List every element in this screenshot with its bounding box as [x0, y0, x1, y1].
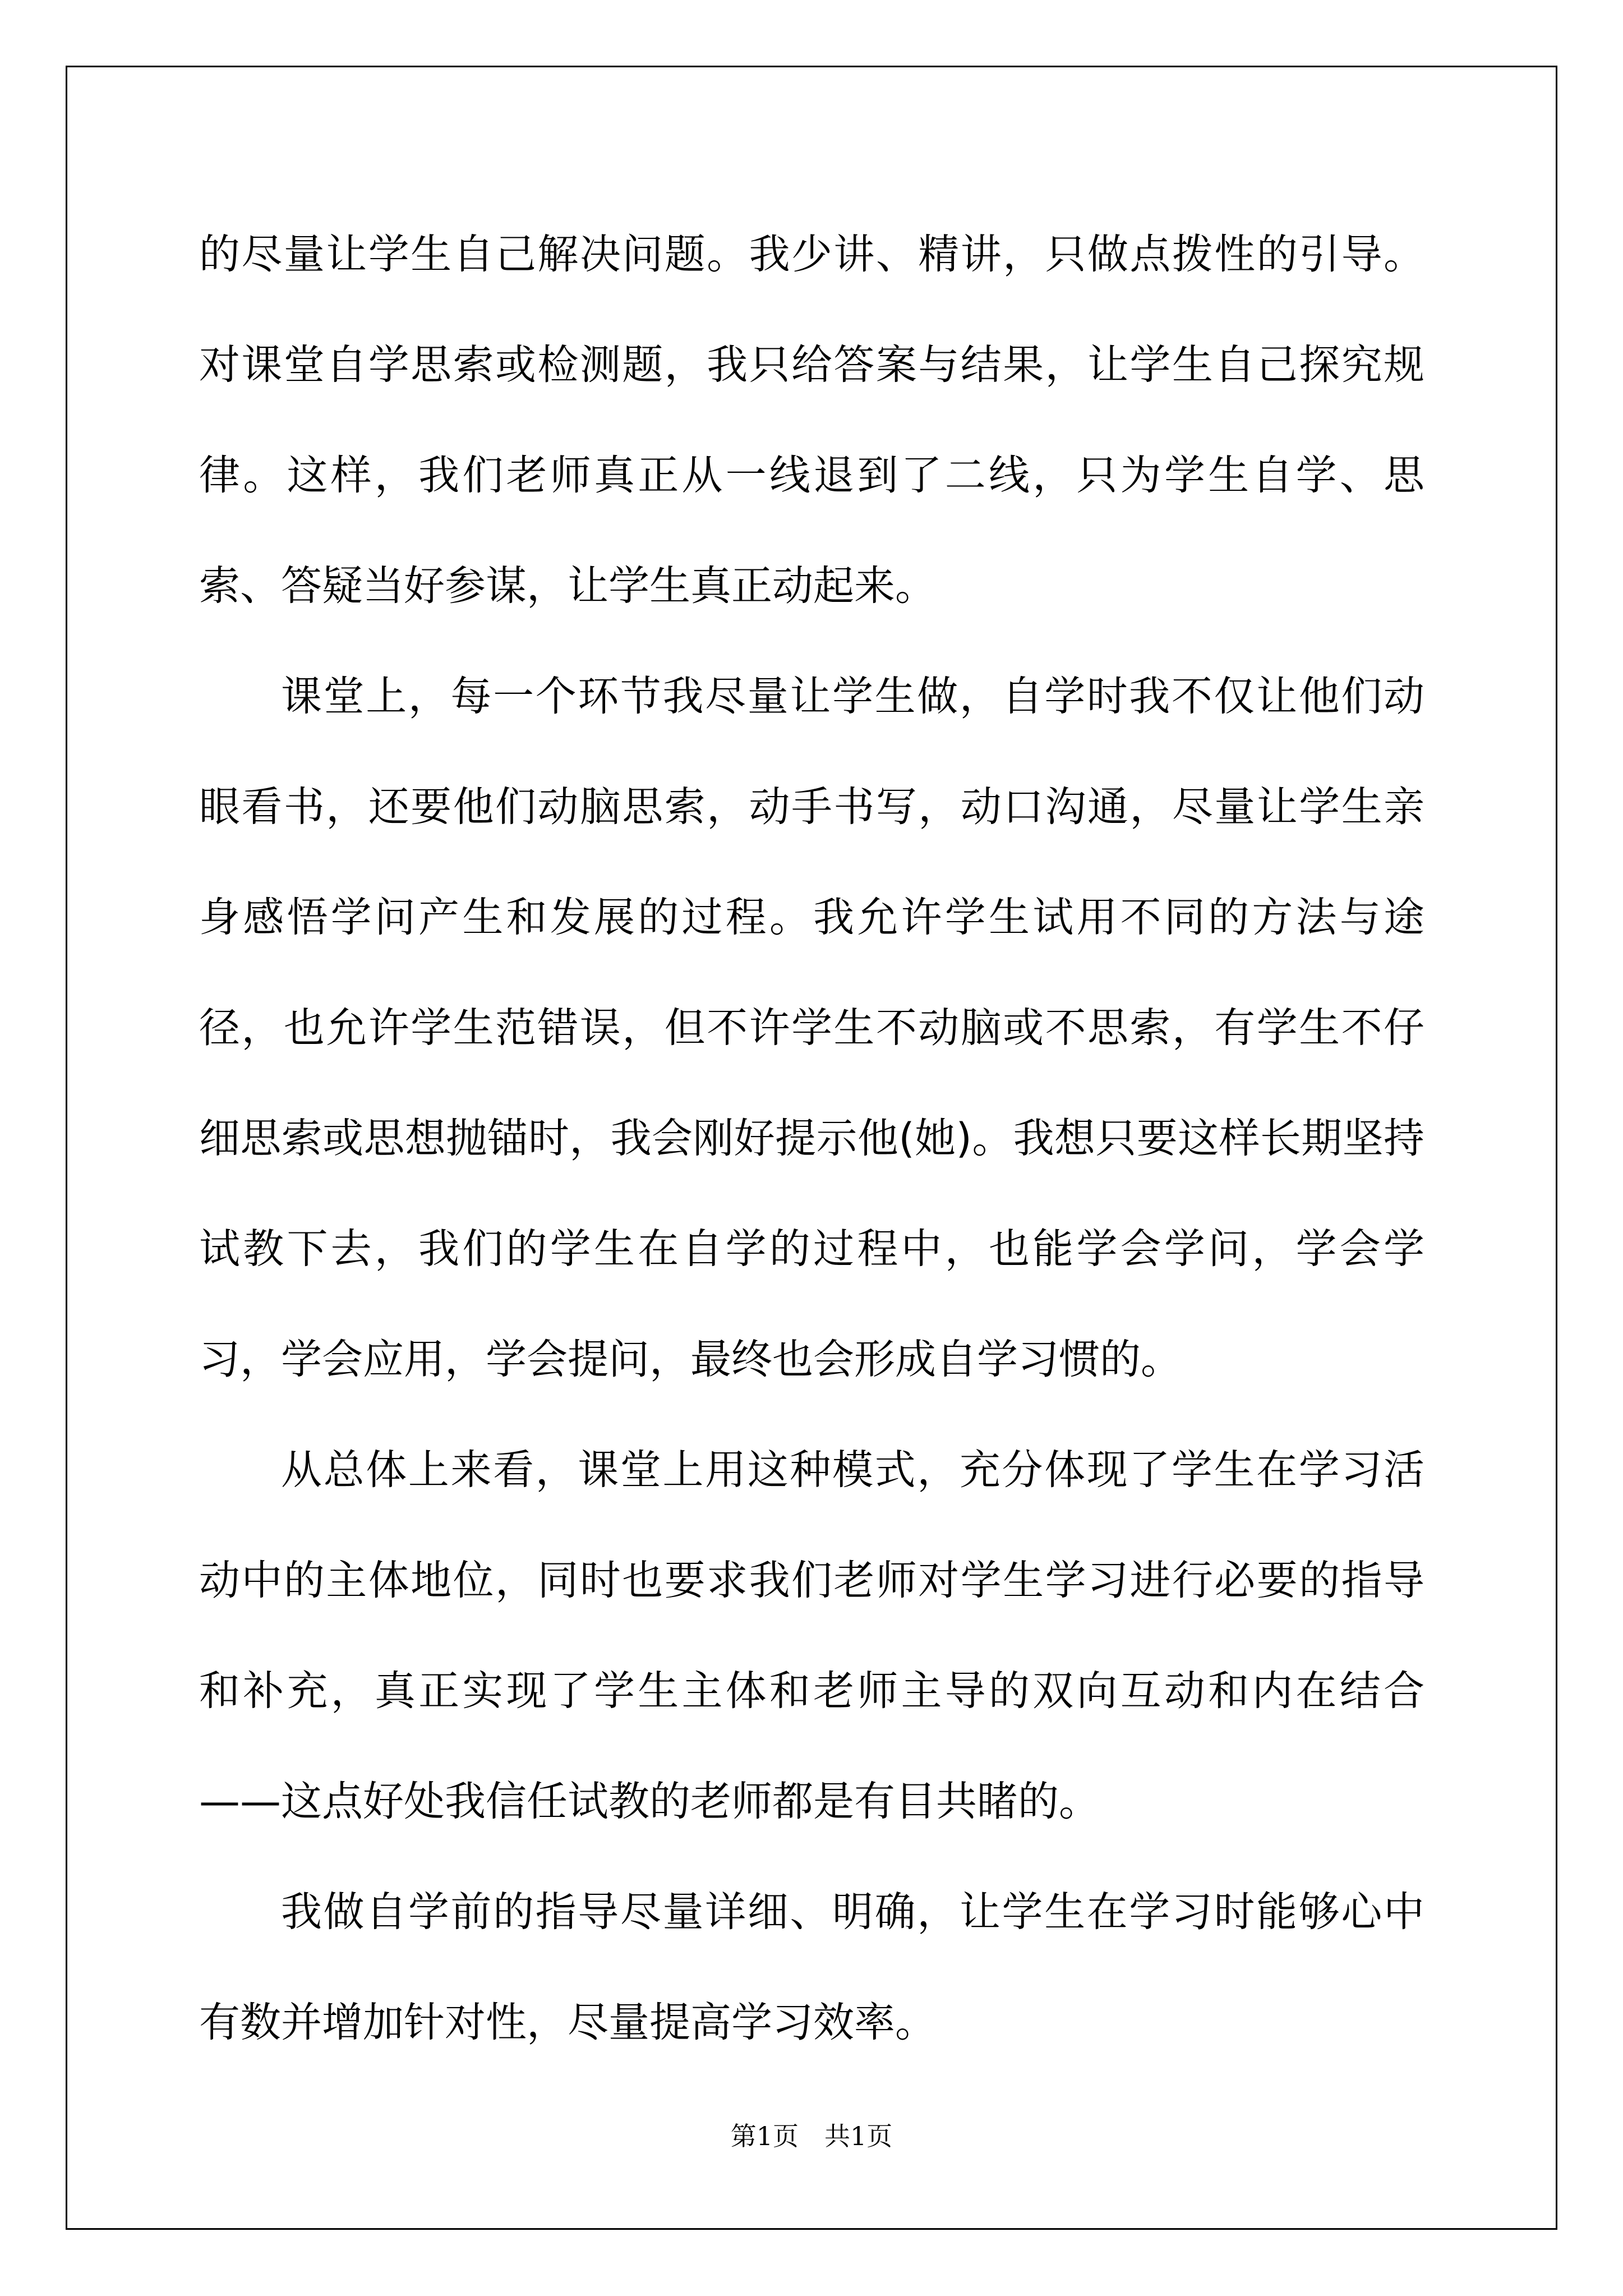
page-footer — [0, 2119, 1623, 2153]
paragraph-3: 从总体上来看，课堂上用这种模式，充分体现了学生在学习活动中的主体地位，同时也要求我们老师对学生学习进行必要的指导和补充，真正实现了学生主体和老师主导的双向互动和内在结合——这点好处我信任试教的老师都是有目共睹的。 — [199, 1446, 1424, 1825]
page-number-current: 第1页 — [730, 2121, 799, 2151]
paragraph-4: 我做自学前的指导尽量详细、明确，让学生在学习时能够心中有数并增加针对性，尽量提高学习效率。 — [199, 1888, 1424, 2046]
paragraph-1: 的尽量让学生自己解决问题。我少讲、精讲，只做点拨性的引导。对课堂自学思索或检测题，我只给答案与结果，让学生自己探究规律。这样，我们老师真正从一线退到了二线，只为学生自学、思索、答疑当好参谋，让学生真正动起来。 — [199, 231, 1424, 610]
document-body — [199, 199, 1424, 2078]
page-number-total: 共1页 — [824, 2121, 893, 2151]
paragraph-2: 课堂上，每一个环节我尽量让学生做，自学时我不仅让他们动眼看书，还要他们动脑思索，动手书写，动口沟通，尽量让学生亲身感悟学问产生和发展的过程。我允许学生试用不同的方法与途径，也允许学生范错误，但不许学生不动脑或不思索，有学生不仔细思索或思想抛锚时，我会刚好提示他(她)。我想只要这样长期坚持试教下去，我们的学生在自学的过程中，也能学会学问，学会学习，学会应用，学会提问，最终也会形成自学习惯的。 — [199, 673, 1424, 1383]
